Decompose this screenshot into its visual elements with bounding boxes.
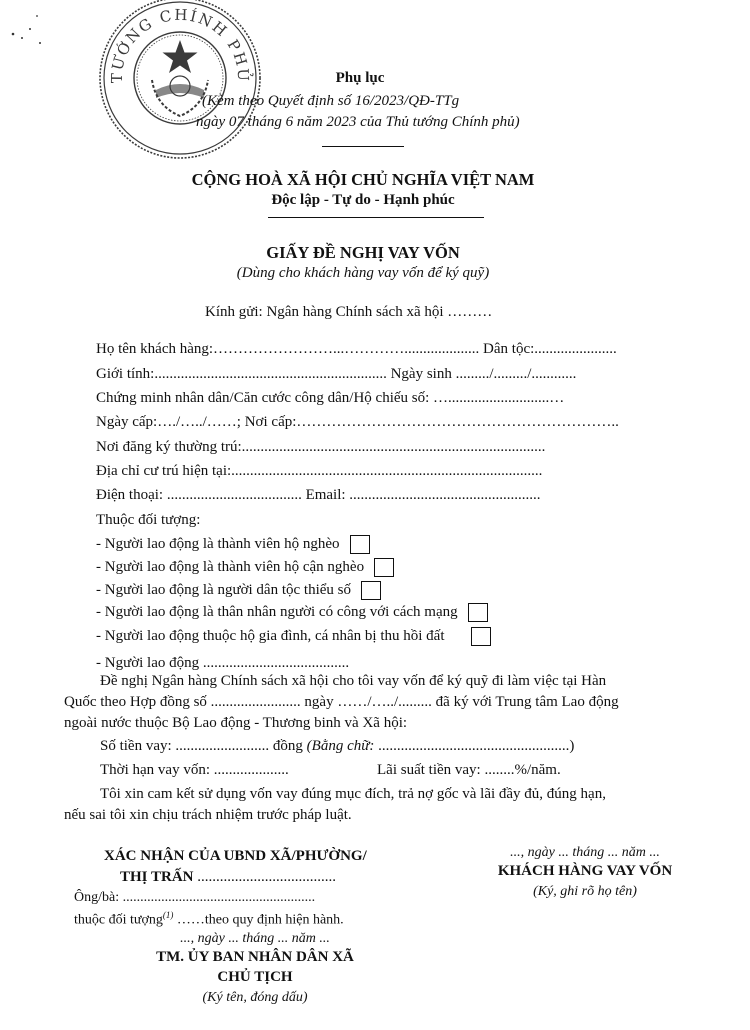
seal-text: TƯỚNG CHÍNH PHỦ <box>107 5 253 84</box>
category-near-poor: - Người lao động là thành viên hộ cận nghèo <box>96 558 394 577</box>
scan-specks <box>0 0 60 60</box>
checkbox-ethnic-minority[interactable] <box>361 581 381 600</box>
form-subtitle: (Dùng cho khách hàng vay vốn để ký quỹ) <box>236 265 490 281</box>
motto-rule <box>268 217 484 218</box>
category-label: Thuộc đối tượng: <box>96 512 201 528</box>
request-line-1: Đề nghị Ngân hàng Chính sách xã hội cho tôi vay vốn để ký quỹ đi làm việc tại Hàn <box>100 673 607 689</box>
ubnd-heading-1: XÁC NHẬN CỦA UBND XÃ/PHƯỜNG/ <box>104 848 367 864</box>
checkbox-land-recovery[interactable] <box>471 627 491 646</box>
field-name-ethnicity: Họ tên khách hàng:……………………...………….................... Dân tộc:...................... <box>96 341 617 357</box>
checkbox-merit-relative[interactable] <box>468 603 488 622</box>
category-land-recovery: - Người lao động thuộc hộ gia đình, cá nhân bị thu hồi đất <box>96 627 491 646</box>
national-motto: Độc lập - Tự do - Hạnh phúc <box>271 192 455 208</box>
commitment-line-1: Tôi xin cam kết sử dụng vốn vay đúng mục đích, trả nợ gốc và lãi đầy đủ, đúng hạn, <box>100 786 606 802</box>
ubnd-category: thuộc đối tượng$^{(1)}$ ……theo quy định hiện hành. <box>74 910 344 928</box>
appendix-line-2: ngày 07 tháng 6 năm 2023 của Thủ tướng Chính phủ) <box>196 114 520 130</box>
seal-star-icon <box>163 40 198 73</box>
loan-term: Thời hạn vay vốn: .................... <box>100 762 289 778</box>
category-merit-relative: - Người lao động là thân nhân người có công với cách mạng <box>96 603 488 622</box>
appendix-title: Phụ lục <box>335 70 385 86</box>
request-line-3: ngoài nước thuộc Bộ Lao động - Thương binh và Xã hội: <box>64 715 408 731</box>
loan-amount: Số tiền vay: ......................... đồng (Bằng chữ: ...................................................) <box>100 738 575 754</box>
field-current-address: Địa chỉ cư trú hiện tại:................................................................................... <box>96 463 543 479</box>
appendix-line-1: (Kèm theo Quyết định số 16/2023/QĐ-TTg <box>202 93 460 109</box>
ubnd-office: TM. ỦY BAN NHÂN DÂN XÃ <box>156 949 354 965</box>
category-poor: - Người lao động là thành viên hộ nghèo <box>96 535 370 554</box>
field-id-document: Chứng minh nhân dân/Căn cước công dân/Hộ chiếu số: …...........................… <box>96 390 565 406</box>
checkbox-near-poor[interactable] <box>374 558 394 577</box>
ubnd-date: ..., ngày ... tháng ... năm ... <box>180 931 330 946</box>
form-title: GIẤY ĐỀ NGHỊ VAY VỐN <box>266 243 460 262</box>
loan-interest: Lãi suất tiền vay: ........%/năm. <box>377 762 561 778</box>
commitment-line-2: nếu sai tôi xin chịu trách nhiệm trước pháp luật. <box>64 807 352 823</box>
checkbox-poor[interactable] <box>350 535 370 554</box>
customer-date: ..., ngày ... tháng ... năm ... <box>510 845 660 860</box>
government-seal <box>96 0 264 162</box>
ubnd-sign-note: (Ký tên, đóng dấu) <box>202 990 308 1005</box>
category-ethnic-minority: - Người lao động là người dân tộc thiểu số <box>96 581 381 600</box>
customer-sign-note: (Ký, ghi rõ họ tên) <box>533 884 637 899</box>
ubnd-chair: CHỦ TỊCH <box>217 969 293 985</box>
field-residence: Nơi đăng ký thường trú:................................................................................. <box>96 439 546 455</box>
national-title: CỘNG HOÀ XÃ HỘI CHỦ NGHĨA VIỆT NAM <box>191 170 535 189</box>
addressee: Kính gửi: Ngân hàng Chính sách xã hội ……… <box>205 304 493 320</box>
appendix-rule <box>322 146 404 147</box>
field-gender-birthdate: Giới tính:.............................................................. Ngày sinh ........./........./............ <box>96 366 577 382</box>
ubnd-person: Ông/bà: ....................................................... <box>74 890 316 905</box>
field-phone-email: Điện thoại: .................................... Email: ................................................... <box>96 487 541 503</box>
field-issue: Ngày cấp:…./…../……; Nơi cấp:……………………………………………………….. <box>96 414 619 430</box>
ubnd-heading-2: THỊ TRẤN ..................................... <box>120 869 336 885</box>
request-line-2: Quốc theo Hợp đồng số ........................ ngày ……/…../......... đã ký với Trung tâm Lao động <box>64 694 619 710</box>
category-other: - Người lao động ....................................... <box>96 655 350 671</box>
customer-title: KHÁCH HÀNG VAY VỐN <box>497 863 673 879</box>
